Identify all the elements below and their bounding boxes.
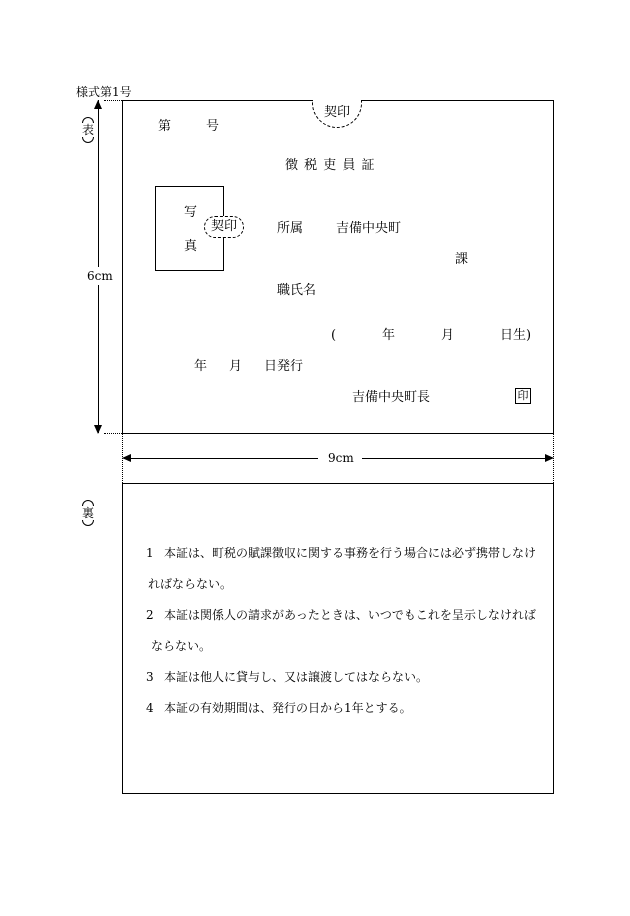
birth-open: ( [331, 328, 337, 343]
item-4-number: 4 [146, 701, 154, 715]
item-1-text-cont: ればならない。 [148, 577, 233, 591]
item-1-number: 1 [146, 546, 154, 560]
issuer: 吉備中央町長 [352, 390, 431, 405]
front-side-label: 表 [81, 117, 95, 143]
width-dimension-line-right [362, 458, 548, 459]
issue-year: 年 [194, 359, 208, 374]
width-label: 9cm [325, 452, 357, 464]
seal-top: 契印 [312, 100, 362, 128]
seal-photo: 契印 [204, 216, 244, 238]
item-4-text: 本証の有効期間は、発行の日から1年とする。 [164, 701, 412, 715]
arrow-right-icon [545, 454, 554, 462]
photo-label-1: 写 [184, 205, 198, 220]
arrow-left-icon [122, 454, 131, 462]
number-suffix: 号 [206, 119, 220, 134]
arrow-up-icon [94, 100, 102, 109]
birth-year: 年 [382, 328, 396, 343]
width-dimension-line-left [126, 458, 318, 459]
item-3-text: 本証は他人に貸与し、又は譲渡してはならない。 [164, 670, 429, 684]
item-1-text: 本証は、町税の賦課徴収に関する事務を行う場合には必ず携帯しなけ [164, 546, 537, 560]
form-number: 様式第1号 [76, 85, 132, 99]
number-label: 第 [158, 119, 172, 134]
stamp-mark: 印 [515, 388, 531, 404]
birth-day: 日生) [500, 328, 532, 343]
birth-month: 月 [441, 328, 455, 343]
affiliation-label: 所属 [277, 221, 304, 236]
issue-day: 日発行 [264, 359, 304, 374]
item-3-number: 3 [146, 670, 154, 684]
item-2-text: 本証は関係人の請求があったときは、いつでもこれを呈示しなければ [164, 608, 536, 622]
photo-label-2: 真 [184, 239, 198, 254]
affiliation-value: 吉備中央町 [336, 221, 402, 236]
height-label: 6cm [87, 269, 113, 283]
item-2-number: 2 [146, 608, 154, 622]
card-title: 徴 税 吏 員 証 [285, 158, 376, 173]
guide-line-bottom [104, 433, 122, 434]
guide-line-top [104, 100, 122, 101]
section-label: 課 [455, 252, 469, 267]
item-2-text-cont: ならない。 [151, 639, 212, 653]
issue-month: 月 [229, 359, 243, 374]
name-label: 職氏名 [277, 283, 317, 298]
back-side-label: 裏 [81, 500, 95, 526]
arrow-down-icon [94, 425, 102, 434]
